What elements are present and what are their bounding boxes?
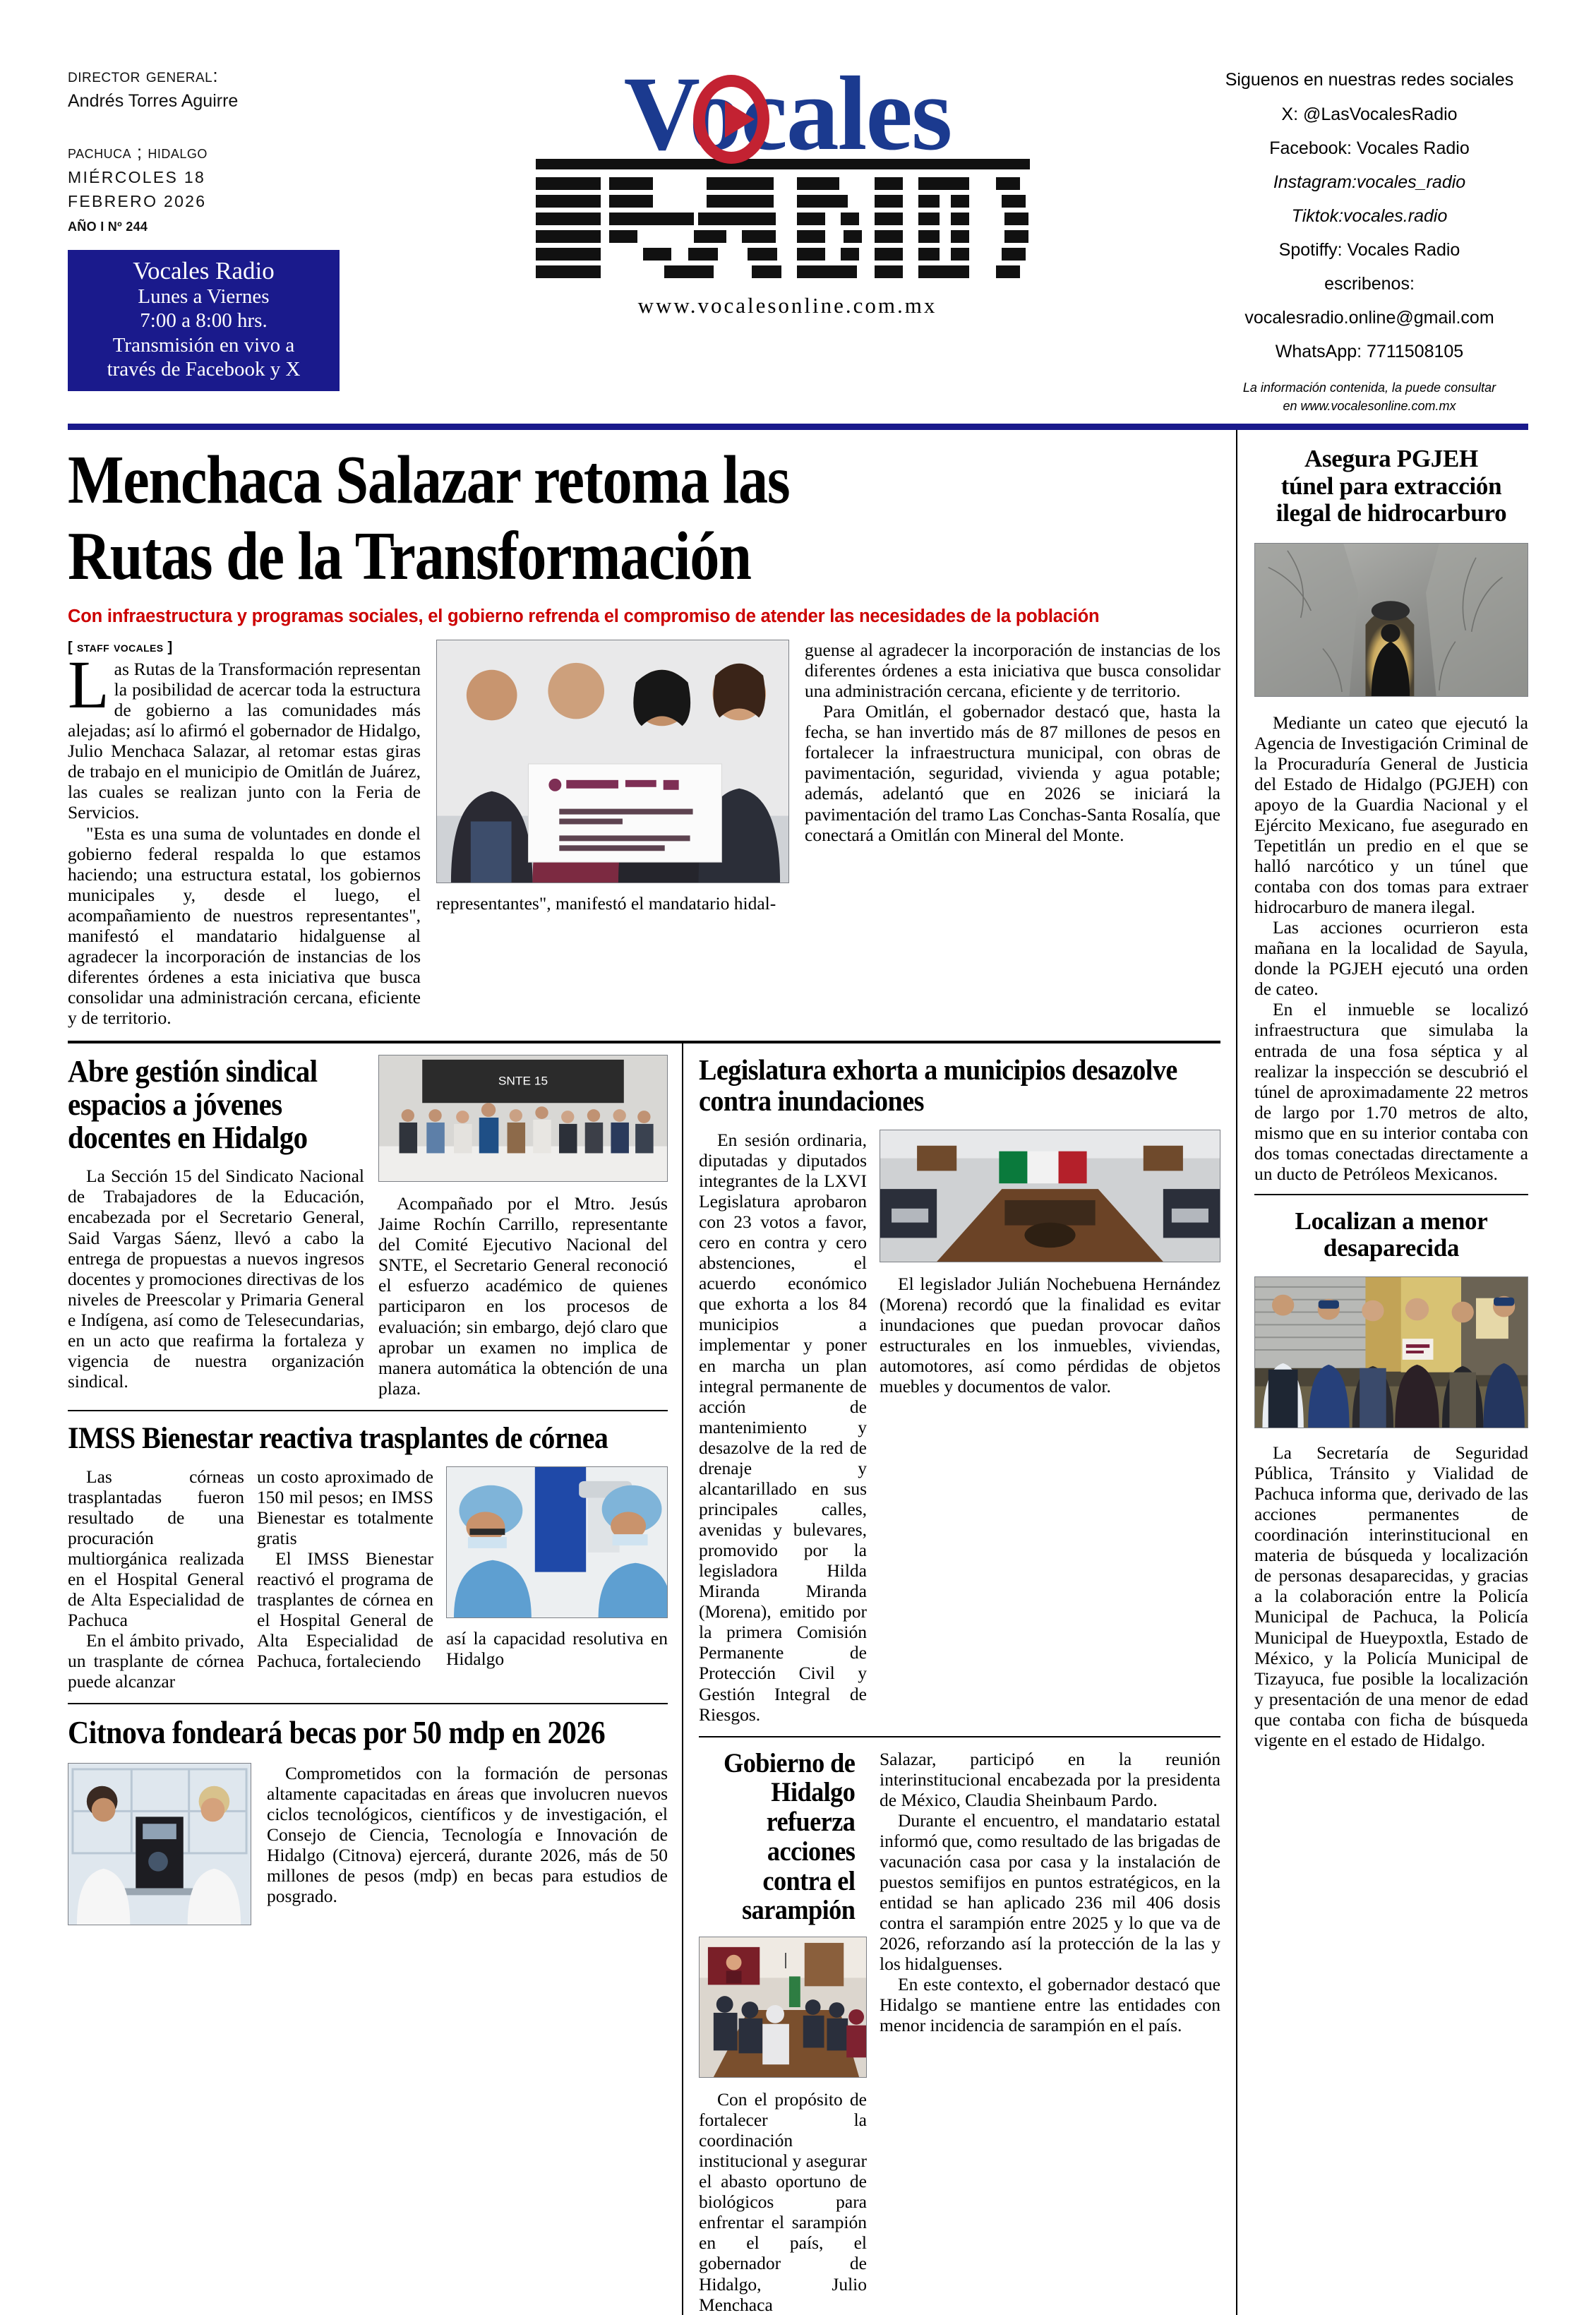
- lead-article: [68, 442, 1220, 1029]
- imss-photo: [446, 1466, 668, 1618]
- lead-headline-line1: Menchaca Salazar retoma las: [68, 442, 790, 518]
- sindical-photo: [378, 1055, 668, 1182]
- sarampion-article: [699, 1749, 1220, 2315]
- social-spotify[interactable]: Spotiffy: Vocales Radio: [1278, 239, 1460, 260]
- lead-paragraph-2-tail: guense al agradecer la incorporación de instancias de los diferentes órdenes a esta iniciativa que busca consolidar una administración cercana, eficiente y de territorio.: [805, 640, 1220, 702]
- menor-headline: [1254, 1208, 1528, 1262]
- social-instagram[interactable]: Instagram:vocales_radio: [1273, 172, 1466, 192]
- legislatura-paragraph-2: El legislador Julián Nochebuena Hernández (Morena) recordó que la finalidad es evitar inundaciones que puedan provocar daños estructurales en los inmuebles, viviendas, automotores, así como pérdidas de objetos muebles y documentos de valor.: [880, 1273, 1220, 1397]
- pgjeh-paragraph-3: En el inmueble se localizó infraestructura que simulaba la entrada de una fosa séptica y al realizar la inspección se descubrió el túnel de aproximadamente 22 metros de largo por 1.70 metros de alto, mismo que en su interior contaba con dos tomas conectadas directamente a un ducto de Petróleos Mexicanos.: [1254, 999, 1528, 1184]
- social-note-line1: La información contenida, la puede consultar: [1242, 380, 1496, 395]
- social-whatsapp[interactable]: WhatsApp: 7711508105: [1275, 341, 1464, 361]
- vocales-logo: [364, 55, 1211, 318]
- pgjeh-paragraph-1: Mediante un cateo que ejecutó la Agencia de Investigación Criminal de la Procuraduría General de Justicia del Estado de Hidalgo (PGJEH) con apoyo de la Guardia Nacional y el Ejército Mexicano, fue asegurado en Tepetitlán un predio en el que se halló narcótico y un túnel que contaba con dos tomas para extraer hidrocarburo de manera ilegal.: [1254, 712, 1528, 918]
- play-button-icon: [693, 75, 769, 164]
- citnova-headline: Citnova fondeará becas por 50 mdp en 2026: [68, 1715, 606, 1751]
- lead-paragraph-2-continued: representantes", manifestó el mandatario hidal-: [436, 893, 776, 914]
- social-note-line2: en www.vocalesonline.com.mx: [1283, 398, 1456, 413]
- social-facebook[interactable]: Facebook: Vocales Radio: [1269, 138, 1470, 158]
- director-general-name: Andrés Torres Aguirre: [68, 91, 239, 111]
- lower-sections: [68, 1043, 1220, 2315]
- sindical-paragraph-2: Acompañado por el Mtro. Jesús Jaime Rochín Carrillo, representante del Comité Ejecutivo Nacional del SNTE, el Secretario General reconoció el esfuerzo académico de quienes participaron en los procesos de evaluación; sin embargo, dejó claro que aprobar un examen no implica de manera automática la obtención de una plaza.: [378, 1193, 668, 1399]
- citnova-photo-graphic: [68, 1764, 251, 1925]
- imss-bottom-rule: [68, 1703, 668, 1704]
- lead-headline-line2: Rutas de la Transformación: [68, 518, 751, 594]
- sarampion-headline: Gobierno de Hidalgo refuerza acciones contra el sarampión: [724, 1747, 856, 1926]
- radio-box-hours: 7:00 a 8:00 hrs.: [140, 309, 268, 333]
- sarampion-paragraph-3: Durante el encuentro, el mandatario estatal informó que, como resultado de las brigadas de vacunación casa por casa y la instalación de puestos semifijos en puntos estratégicos, en la entidad se han aplicado 236 mil 406 dosis contra el sarampión entre 2025 y lo que va de 2026, reforzando así la protección de la las y los hidalguenses.: [880, 1809, 1220, 1975]
- masthead-social-block: [1211, 55, 1528, 424]
- lead-paragraph-2: "Esta es una suma de voluntades en donde el gobierno federal respalda lo que estamos haciendo; una estructura estatal, los gobiernos municipales y, desde el luego, el acompañamiento de nuestros representantes", manifestó el mandatario hidalguense al agradecer la incorporación de instancias de los diferentes órdenes a esta iniciativa que busca consolidar una administración cercana, eficiente y de territorio.: [68, 822, 421, 1029]
- sindical-article: [68, 1055, 668, 1399]
- sarampion-paragraph-1: Con el propósito de fortalecer la coordinación institucional y asegurar el abasto oportuno de biológicos para enfrentar el sarampión en el país, el gobernador de Hidalgo, Julio Menchaca: [699, 2088, 867, 2315]
- citnova-paragraph-1: Comprometidos con la formación de personas altamente capacitadas en áreas que involucren nuevos ciclos tecnológicos, científicos y de investigación, el Consejo de Ciencia, Tecnología e Innovación de Hidalgo (Citnova) ejercerá, durante 2026, más de 50 millones de pesos (mdp) en becas para estudios de posgrado.: [267, 1762, 668, 1906]
- imss-photo-graphic: [447, 1467, 667, 1617]
- logo-radio-equalizer: [364, 156, 1211, 290]
- pgjeh-headline: [1254, 445, 1528, 527]
- masthead: [0, 0, 1596, 424]
- sindical-bottom-rule: [68, 1410, 668, 1411]
- imss-paragraph-2: En el ámbito privado, un trasplante de córnea puede alcanzar: [68, 1630, 244, 1692]
- svg-text:SNTE 15: SNTE 15: [498, 1074, 548, 1088]
- pgjeh-article: [1254, 445, 1528, 1184]
- legislatura-photo-graphic: [880, 1130, 1220, 1262]
- pgjeh-headline-line1: Asegura PGJEH: [1304, 445, 1478, 472]
- citnova-photo: [68, 1763, 251, 1925]
- radio-box-live-line2: través de Facebook y X: [107, 357, 301, 381]
- lead-paragraph-3: Para Omitlán, el gobernador destacó que, hasta la fecha, se han invertido más de 87 millones de pesos en fortalecer la infraestructura municipal, con obras de pavimentación, seguridad, vivienda y agua potable; además, adelantó que en 2026 se iniciará la pavimentación del tramo Las Conchas-Santa Rosalía, que conectará a Omitlán con Mineral del Monte.: [805, 701, 1220, 845]
- lead-byline: [ staff vocales ]: [68, 640, 173, 655]
- menor-photo: [1254, 1276, 1528, 1428]
- radio-box-days: Lunes a Viernes: [138, 285, 270, 309]
- legislatura-article: [699, 1055, 1220, 1725]
- social-tiktok[interactable]: Tiktok:vocales.radio: [1291, 205, 1448, 226]
- sarampion-photo-graphic: [700, 1937, 866, 2077]
- logo-wordmark: [623, 55, 952, 172]
- social-email[interactable]: vocalesradio.online@gmail.com: [1244, 307, 1494, 328]
- lead-headline: [68, 442, 1059, 594]
- social-x[interactable]: X: @LasVocalesRadio: [1281, 104, 1458, 124]
- page-fold-mark: [785, 1953, 786, 1968]
- radio-schedule-box: [68, 250, 340, 391]
- menor-photo-graphic: [1255, 1277, 1528, 1428]
- publication-place: pachuca ; hidalgo: [68, 141, 208, 162]
- imss-article: [68, 1423, 668, 1692]
- logo-wordmark-text: Vocales: [623, 55, 952, 172]
- sarampion-paragraph-2: Salazar, participó en la reunión interinstitucional encabezada por la presidenta de México, Claudia Sheinbaum Pardo.: [880, 1748, 1220, 1810]
- right-sidebar: [1236, 430, 1528, 2315]
- page-content: [0, 430, 1596, 2315]
- legislatura-paragraph-1: En sesión ordinaria, diputadas y diputados integrantes de la LXVI Legislatura aprobaron con 23 votos a favor, cero en contra y cero abstenciones, el acuerdo económico que exhorta a los 84 municipios a implementar y poner en marcha un plan integral permanente de acción de mantenimiento y desazolve de la red de drenaje y alcantarillado en sus principales calles, avenidas y bulevares, promovido por la legisladora Hilda Miranda Miranda (Morena), emitido por la primera Comisión Permanente de Protección Civil y Gestión Integral de Riesgos.: [699, 1129, 867, 1725]
- main-columns: [68, 430, 1236, 2315]
- pgjeh-headline-line2: túnel para extracción: [1280, 472, 1502, 500]
- pgjeh-bottom-rule: [1254, 1194, 1528, 1195]
- menor-headline-line1: Localizan a menor: [1295, 1207, 1488, 1235]
- pgjeh-headline-line3: ilegal de hidrocarburo: [1276, 499, 1507, 527]
- imss-headline: IMSS Bienestar reactiva trasplantes de córnea: [68, 1421, 608, 1455]
- menor-paragraph-1: La Secretaría de Seguridad Pública, Tránsito y Vialidad de Pachuca informa que, derivado de las acciones permanentes de coordinación interinstitucional en materia de búsqueda y localización de personas desaparecidas, y gracias a la colaboración entre la Policía Municipal de Pachuca, la Policía Municipal de Hueypoxtla, Estado de México, y la Policía Municipal de Tizayuca, fue posible la localización y presentación de una menor de edad que contaba con ficha de búsqueda vigente en el estado de Hidalgo.: [1254, 1442, 1528, 1750]
- lead-photo-graphic: [437, 640, 788, 883]
- lead-photo: [436, 640, 789, 883]
- sarampion-photo: [699, 1937, 867, 2078]
- director-general-label: director general:: [68, 65, 219, 86]
- social-write-label: escribenos:: [1324, 273, 1415, 294]
- imss-paragraph-4: El IMSS Bienestar reactivó el programa de trasplantes de córnea en el Hospital General de Alta Especialidad de Pachuca, fortaleciendo: [257, 1548, 433, 1672]
- imss-paragraph-1: Las córneas trasplantadas fueron resultado de una procuración multiorgánica realizada en el Hospital General de Alta Especialidad de Pachuca: [68, 1466, 244, 1631]
- lower-left-column: [68, 1043, 682, 2315]
- lower-center-column: [682, 1043, 1220, 2315]
- lead-paragraph-1: Las Rutas de la Transformación representan la posibilidad de acercar toda la estructura de gobierno a las comunidades más alejadas; así lo afirmó el gobernador de Hidalgo, Julio Menchaca Salazar, al retomar estas giras de trabajo en el municipio de Omitlán de Juárez, las cuales se realizan junto con la Feria de Servicios.: [68, 647, 421, 823]
- legislatura-headline: Legislatura exhorta a municipios desazolve contra inundaciones: [699, 1053, 1177, 1117]
- masthead-left-block: [68, 55, 364, 424]
- pgjeh-photo-graphic: [1255, 544, 1528, 696]
- pgjeh-photo: [1254, 543, 1528, 697]
- sarampion-paragraph-4: En este contexto, el gobernador destacó que Hidalgo se mantiene entre las entidades con menor incidencia de sarampión en el país.: [880, 1974, 1220, 2036]
- social-heading: Siguenos en nuestras redes sociales: [1225, 70, 1514, 90]
- masthead-logo-block: [364, 55, 1211, 424]
- menor-article: [1254, 1208, 1528, 1750]
- menor-headline-line2: desaparecida: [1323, 1234, 1460, 1262]
- imss-paragraph-5: así la capacidad resolutiva en Hidalgo: [446, 1627, 668, 1669]
- lead-body: [68, 640, 1220, 1028]
- radio-box-live-line1: Transmisión en vivo a: [112, 333, 295, 357]
- lead-column-3: [805, 640, 1220, 1028]
- sindical-headline: Abre gestión sindical espacios a jóvenes docentes en Hidalgo: [68, 1054, 318, 1156]
- pgjeh-paragraph-2: Las acciones ocurrieron esta mañana en la localidad de Sayula, donde la PGJEH ejecutó una orden de cateo.: [1254, 917, 1528, 1000]
- website-url[interactable]: www.vocalesonline.com.mx: [637, 292, 937, 318]
- equalizer-icon: [530, 156, 1045, 290]
- lead-subheadline: Con infraestructura y programas sociales, el gobierno refrenda el compromiso de atender las necesidades de la población: [68, 606, 1100, 626]
- sindical-paragraph-1: La Sección 15 del Sindicato Nacional de Trabajadores de la Educación, encabezada por el Secretario General, Said Vargas Sáenz, llevó a cabo la entrega de propuestas a nuevos ingresos docentes y promociones directivas de los niveles de Preescolar y Primaria General e Indígena, así como de Telesecundarias, en un acto que reafirma la fortaleza y vigencia de nuestra organización sindical.: [68, 1166, 364, 1392]
- lead-column-1: [68, 640, 421, 1028]
- publication-date-line1: MIÉRCOLES 18: [68, 168, 206, 186]
- masthead-divider-rule: [68, 424, 1528, 430]
- radio-box-title: Vocales Radio: [133, 257, 275, 285]
- imss-paragraph-3: un costo aproximado de 150 mil pesos; en IMSS Bienestar es totalmente gratis: [257, 1466, 433, 1548]
- sindical-photo-graphic: [379, 1055, 667, 1181]
- legislatura-photo: [880, 1130, 1220, 1262]
- issue-number: AÑO I Nº 244: [68, 220, 148, 234]
- legislatura-bottom-rule: [699, 1736, 1220, 1737]
- lead-column-2: [436, 640, 789, 1028]
- citnova-article: [68, 1716, 668, 1925]
- publication-date-line2: FEBRERO 2026: [68, 192, 207, 210]
